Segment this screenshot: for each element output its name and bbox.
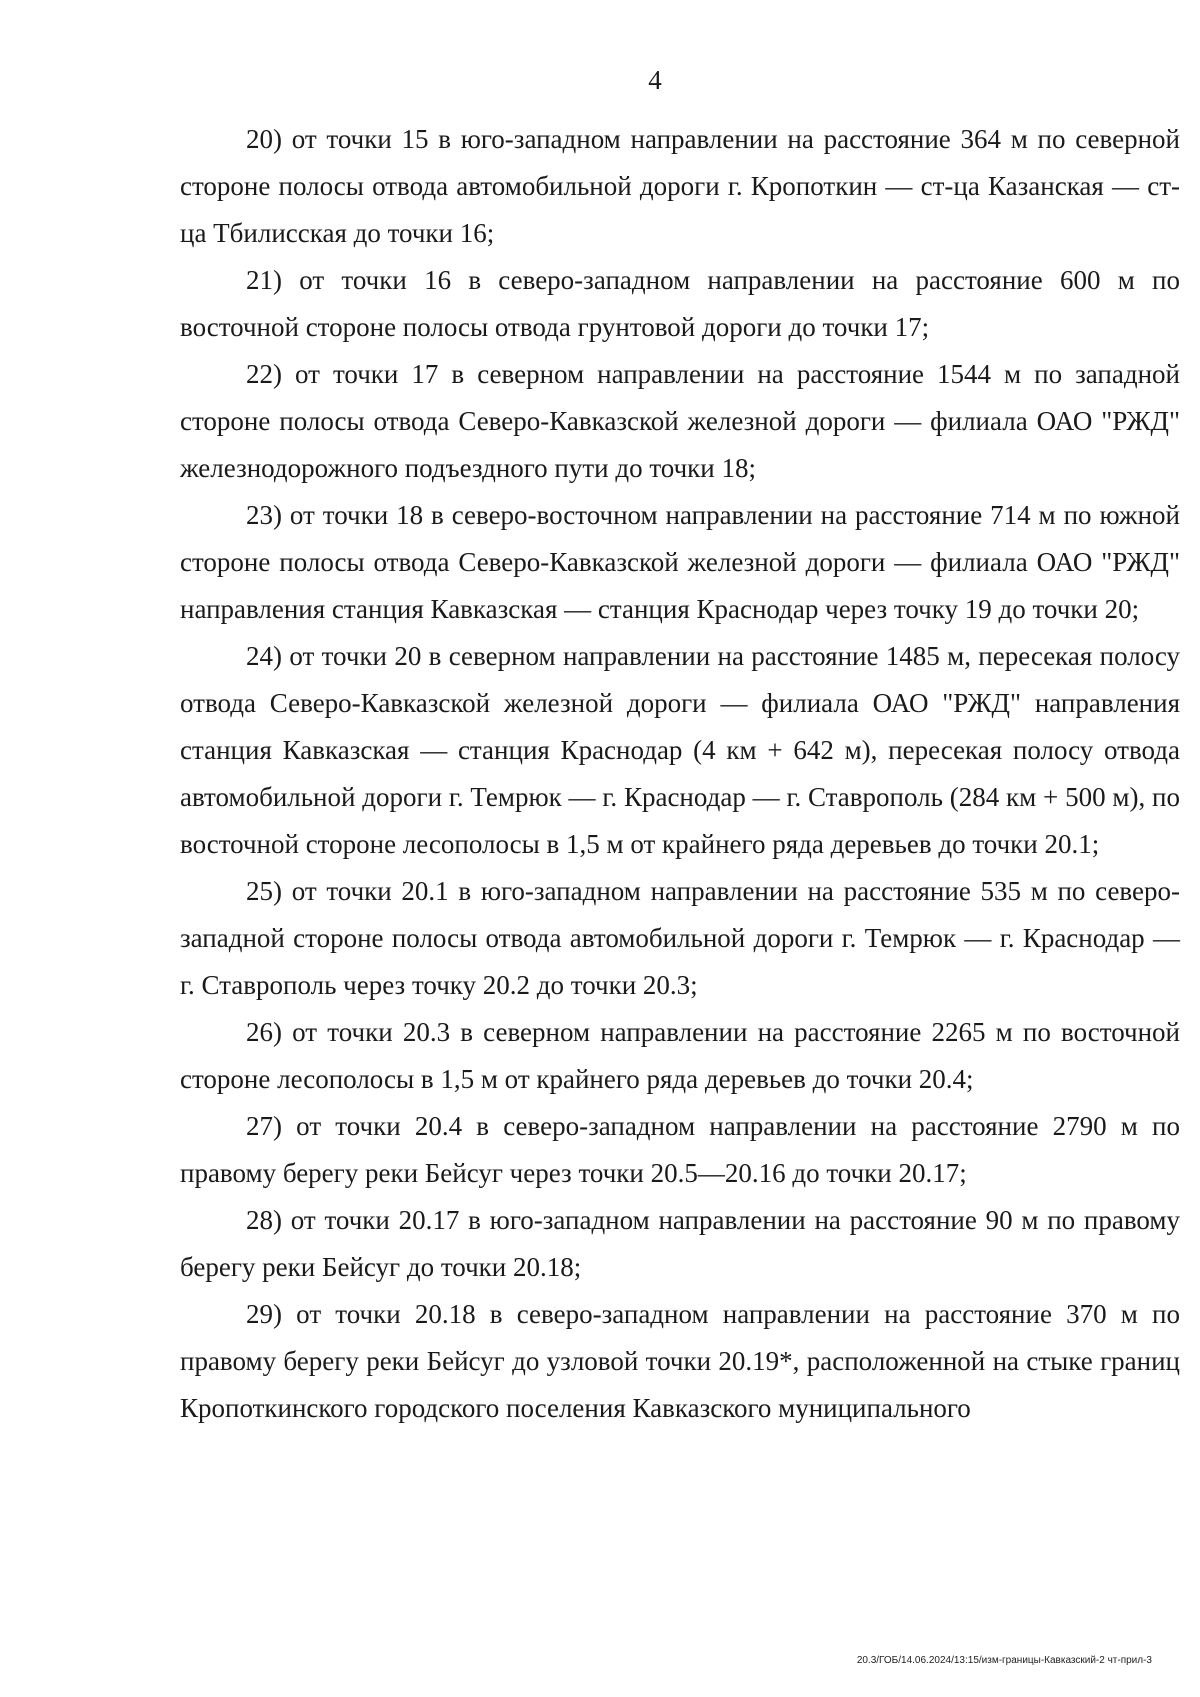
footer-document-code: 20.3/ГОБ/14.06.2024/13:15/изм-границы-Кавказский-2 чт-прил-3 <box>856 1655 1152 1666</box>
paragraph-20: 20) от точки 15 в юго-западном направлении на расстояние 364 м по северной стороне полосы отвода автомобильной дороги г. Кропоткин — ст-ца Казанская — ст-ца Тбилисская до точки 16; <box>180 124 1180 248</box>
paragraph-24: 24) от точки 20 в северном направлении на расстояние 1485 м, пересекая полосу отвода Северо-Кавказской железной дороги — филиала ОАО "РЖД" направления станция Кавказская — станция Краснодар (4 км + 642 м), пересекая полосу отвода автомобильной дороги г. Темрюк — г. Краснодар — г. Ставрополь (284 км + 500 м), по восточной стороне лесополосы в 1,5 м от крайнего ряда деревьев до точки 20.1; <box>180 641 1180 859</box>
document-body <box>180 116 1180 1432</box>
paragraph-27: 27) от точки 20.4 в северо-западном направлении на расстояние 2790 м по правому берегу реки Бейсуг через точки 20.5—20.16 до точки 20.17; <box>180 1111 1180 1188</box>
paragraph-29: 29) от точки 20.18 в северо-западном направлении на расстояние 370 м по правому берегу реки Бейсуг до узловой точки 20.19*, расположенной на стыке границ Кропоткинского городского поселения Кавказского муниципального <box>180 1299 1180 1423</box>
page-number: 4 <box>648 65 662 95</box>
paragraph-25: 25) от точки 20.1 в юго-западном направлении на расстояние 535 м по северо-западной стороне полосы отвода автомобильной дороги г. Темрюк — г. Краснодар — г. Ставрополь через точку 20.2 до точки 20.3; <box>180 876 1180 1000</box>
paragraph-28: 28) от точки 20.17 в юго-западном направлении на расстояние 90 м по правому берегу реки Бейсуг до точки 20.18; <box>180 1205 1180 1282</box>
paragraph-23: 23) от точки 18 в северо-восточном направлении на расстояние 714 м по южной стороне полосы отвода Северо-Кавказской железной дороги — филиала ОАО "РЖД" направления станция Кавказская — станция Краснодар через точку 19 до точки 20; <box>180 500 1180 624</box>
paragraph-26: 26) от точки 20.3 в северном направлении на расстояние 2265 м по восточной стороне лесополосы в 1,5 м от крайнего ряда деревьев до точки 20.4; <box>180 1017 1180 1094</box>
paragraph-22: 22) от точки 17 в северном направлении на расстояние 1544 м по западной стороне полосы отвода Северо-Кавказской железной дороги — филиала ОАО "РЖД" железнодорожного подъездного пути до точки 18; <box>180 359 1180 483</box>
paragraph-21: 21) от точки 16 в северо-западном направлении на расстояние 600 м по восточной стороне полосы отвода грунтовой дороги до точки 17; <box>180 265 1180 342</box>
